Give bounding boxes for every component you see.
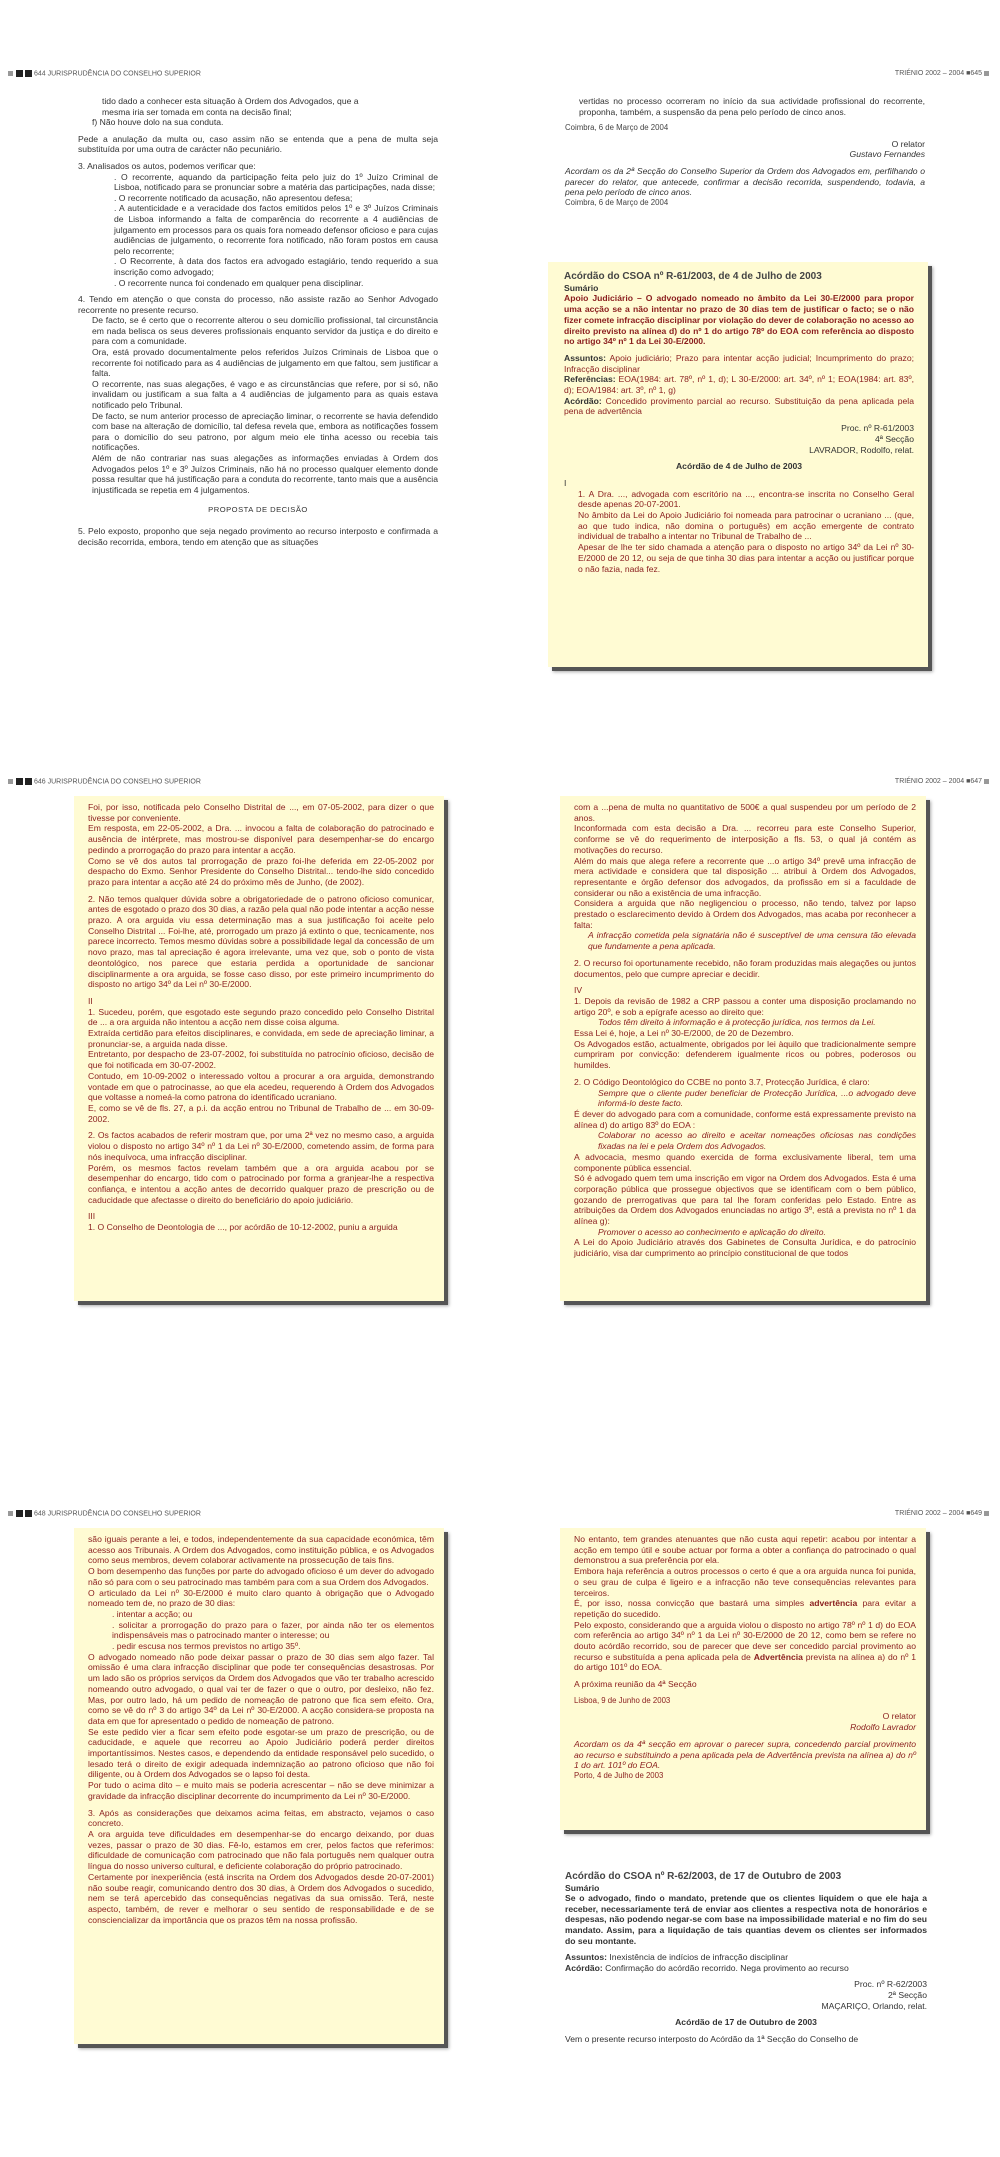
gray-square-icon — [984, 1511, 989, 1516]
sumario-text: Apoio Judiciário – O advogado nomeado no âmbito da Lei 30-E/2000 para propor uma acção se a não intentar no prazo de 30 dias tem de justificar o facto; se o não fizer comete infracção disciplinar por violação do dever de colaboração no acesso ao direito previsto na alínea d) do nº 1 do artigo 78º do EOA com referência ao disposto no artigo 34º nº 1 da Lei 30-E/2000. — [564, 293, 914, 347]
acordao-text: Confirmação do acórdão recorrido. Nega provimento ao recurso — [602, 1962, 849, 1973]
page-header-646 — [0, 778, 1000, 790]
roman-numeral: III — [88, 1211, 96, 1222]
section-heading: PROPOSTA DE DECISÃO — [208, 505, 308, 515]
acordam-paragraph: Acordam os da 2ª Secção do Conselho Superior da Ordem dos Advogados em, perfilhando o parecer do relator, que antecede, confirmar a decisão recorrida, suspendendo, todavia, a pena pelo período de cinco anos. — [565, 165, 925, 198]
referencias-label: Referências: — [564, 374, 616, 385]
acordao-label: Acórdão: — [565, 1962, 603, 1973]
paragraph: A próxima reunião da 4ª Secção — [574, 1679, 697, 1690]
case-title: Acórdão do CSOA nº R-62/2003, de 17 de Outubro de 2003 — [565, 1871, 842, 1882]
paragraph: com a ...pena de multa no quantitativo de 500€ a qual suspendeu por um período de 2 anos. — [574, 802, 916, 823]
black-square-icon — [16, 70, 23, 77]
acordao-heading: Acórdão de 17 de Outubro de 2003 — [675, 2017, 817, 2028]
paragraph: No entanto, tem grandes atenuantes que não custa aqui repetir: acabou por intentar a acção em tempo útil e soube actuar por forma a obter a confiança do patrocinado o qual demonstrou a sua preferência por ela. — [574, 1534, 916, 1566]
black-square-icon — [25, 70, 32, 77]
relator: LAVRADOR, Rodolfo, relat. — [809, 444, 914, 455]
relator: MAÇARIÇO, Orlando, relat. — [821, 2000, 927, 2011]
black-square-icon — [25, 1510, 32, 1517]
header-left-text: 644 JURISPRUDÊNCIA DO CONSELHO SUPERIOR — [34, 70, 201, 78]
paragraph: Entretanto, por despacho de 23-07-2002, foi substituída no patrocínio oficioso, decisão de que foi notificada em 30-07-2002. — [88, 1049, 434, 1071]
quote: A infracção cometida pela signatária não é susceptível de uma censura tão elevada que fundamente a pena aplicada. — [588, 930, 916, 952]
paragraph: Foi, por isso, notificada pelo Conselho Distrital de ..., em 07-05-2002, para dizer o que tivesse por conveniente. — [88, 802, 434, 823]
text-line: tido dado a conhecer esta situação à Ordem dos Advogados, que a — [102, 96, 359, 106]
page2-left-box — [74, 796, 444, 1301]
assuntos-text: Apoio judiciário; Prazo para intentar acção judicial; Incumprimento do prazo; Infracção disciplinar — [564, 352, 914, 374]
gray-square-icon — [984, 71, 989, 76]
paragraph: Além do mais que alega refere a recorrente que ...o artigo 34º prevê uma infracção de mera actividade e considera que tal disposição ... atribui à Ordem dos Advogados, representante e órgão defensor dos advogados, da profissão em si a faculdade de considerar ou não a existência de uma infracção. — [574, 855, 916, 898]
text-line: mesma iria ser tomada em conta na decisão final; — [102, 106, 292, 117]
paragraph: De facto, se é certo que o recorrente alterou o seu domicílio profissional, tal circunstância em nada belisca os seus deveres profissionais enquanto servidor da justiça e do direito e para com a comunidade. — [92, 315, 438, 347]
header-left-text: 646 JURISPRUDÊNCIA DO CONSELHO SUPERIOR — [34, 778, 201, 786]
paragraph: O recorrente, nas suas alegações, é vago e as circunstâncias que refere, por si só, não invalidam ou justificam a sua falta a 4 audiências de julgamento para as quais estava notificado pelo Tribunal. — [92, 378, 438, 411]
paragraph: Além de não contrariar nas suas alegações as informações enviadas à Ordem dos Advogados pelos 1º e 3º Juízos Criminais, não há no processo qualquer elemento donde possa resultar que há justificação para a conduta do recorrente, tanto mais que a ausência injustificada se repetia em 4 julgamentos. — [92, 453, 438, 495]
text-span: Pelo exposto, considerando que a arguida violou o disposto no artigo 78º nº 1 d) do EOA com referência ao artigo 34º nº 1 da Lei nº 30-E/2000 de 20 12, como bem se refere no douto acórdão recorrido, sou de parecer que deve ser concedido parcial provimento ao recurso e substituída a pena aplicada pela de — [574, 1619, 916, 1662]
paragraph: Como se vê dos autos tal prorrogação de prazo foi-lhe deferida em 22-05-2002 por despacho do Exmo. Senhor Presidente do Conselho Distrital... tendo-lhe sido concedido prazo para intentar a acção até 24 do próximo mês de Junho, (de 2002). — [88, 855, 434, 887]
paragraph: Em resposta, em 22-05-2002, a Dra. ... invocou a falta de colaboração do patrocinado e ausência de intérprete, mas mostrou-se disponível para desempenhar-se do encargo pedindo a prorrogação do prazo para intentar a acção. — [88, 823, 434, 855]
black-square-icon — [25, 778, 32, 785]
case-title: Acórdão do CSOA nº R-61/2003, de 4 de Julho de 2003 — [564, 271, 822, 282]
quote: Promover o acesso ao conhecimento e aplicação do direito. — [598, 1226, 826, 1237]
black-square-icon — [16, 1510, 23, 1517]
acordao-text: Concedido provimento parcial ao recurso. Substituição da pena aplicada pela pena de advertência — [564, 395, 914, 417]
date-line: Lisboa, 9 de Junho de 2003 — [574, 1695, 671, 1705]
paragraph: Se este pedido vier a ficar sem efeito pode esgotar-se um prazo de prescrição, ou de caducidade, e aquele que recorreu ao Apoio Judiciário poderá perder direitos importantíssimos. Nestes casos, e dependendo da entidade responsável pelo sucedido, o lesado terá o direito de exigir adequada indemnização ao patrono oficioso que não foi diligente, ou à Ordem dos Advogados se o lapso foi desta. — [88, 1726, 434, 1780]
bullet-item: . O recorrente nunca foi condenado em qualquer pena disciplinar. — [114, 277, 364, 288]
paragraph: Por tudo o acima dito – e muito mais se poderia acrescentar – não se deve minimizar a gravidade da infracção disciplinar decorrente do incumprimento da Lei nº 30-E/2000. — [88, 1780, 434, 1801]
paragraph: O bom desempenho das funções por parte do advogado oficioso é um dever do advogado não só para com o seu patrocinado mas também para com a sua Ordem dos Advogados. — [88, 1566, 434, 1587]
paragraph: Considera a arguida que não negligenciou o processo, não tendo, talvez por lapso prestado o esclarecimento devido à Ordem dos Advogados, mas acaba por reconhecer a falta: — [574, 898, 916, 930]
text-span: prevista na alínea a) do nº 1 do artigo 101º do EOA. — [574, 1651, 916, 1673]
paragraph: 1. Depois da revisão de 1982 a CRP passou a conter uma disposição proclamando no artigo 20º, e sob a epígrafe acesso ao direito que: — [574, 995, 916, 1017]
bullet-item: . O recorrente, aquando da participação feita pelo juiz do 1º Juízo Criminal de Lisboa, notificado para se pronunciar sobre a matéria das participações, nada disse; — [114, 171, 438, 193]
gray-square-icon — [8, 779, 13, 784]
case-box-r61 — [548, 262, 928, 667]
referencias-text: EOA(1984: art. 78º, nº 1, d); L 30-E/2000: art. 34º, nº 1; EOA(1984: art. 83º, d); EOA/1984: art. 3º, nº 1, g) — [564, 374, 914, 396]
paragraph: Inconformada com esta decisão a Dra. ... recorreu para este Conselho Superior, conforme se vê do requerimento de interposição a fls. 53, o qual já contém as motivações do recurso. — [574, 823, 916, 855]
page1-right-column — [565, 96, 925, 207]
paragraph: O articulado da Lei nº 30-E/2000 é muito claro quanto à obrigação que o Advogado nomeado tem de, no prazo de 30 dias: — [88, 1587, 434, 1609]
paragraph: 2. O recurso foi oportunamente recebido, não foram produzidas mais alegações ou juntos documentos, pelo que cumpre apreciar e decidir. — [574, 957, 916, 979]
paragraph: No âmbito da Lei do Apoio Judiciário foi nomeada para patrocinar o ucraniano ... (que, ao que tudo indica, não domina o português) em acção emergente de contrato individual de trabalho a intentar no Tribunal de Trabalho de ... — [578, 510, 914, 542]
paragraph: Essa Lei é, hoje, a Lei nº 30-E/2000, de 20 de Dezembro. — [574, 1028, 794, 1039]
header-right-text: TRIÉNIO 2002 – 2004 ■647 — [894, 778, 983, 785]
bullet-item: . O Recorrente, à data dos factos era advogado estagiário, tendo requerido a sua inscrição como advogado; — [114, 256, 438, 277]
relator-name: Rodolfo Lavrador — [850, 1722, 916, 1733]
relator-name: Gustavo Fernandes — [849, 149, 925, 160]
bullet-item: . A autenticidade e a veracidade dos factos emitidos pelos 1º e 3º Juízos Criminais de Lisboa informando a falta de comparência do recorrente a 4 audiências de julgamento em processos para os quais fora nomeado defensor oficioso e para cujas audiências de julgamento, o recorrente fora notificado, não foram postos em causa pelo recorrente; — [114, 203, 438, 256]
paragraph: Embora haja referência a outros processos o certo é que a ora arguida nunca foi punida, o seu grau de culpa é ligeiro e a infracção não teve consequências relevantes para terceiros. — [574, 1566, 916, 1598]
black-square-icon — [16, 778, 23, 785]
paragraph: De facto, se num anterior processo de apreciação liminar, o recorrente se havia defendido com base na alteração de domicílio, tal defesa revela que, embora as notificações fossem para o domicílio do seu patrono, por algum meio ele tinha acesso ou recebia tais notificações. — [92, 410, 438, 453]
acordao-heading: Acórdão de 4 de Julho de 2003 — [675, 461, 803, 472]
sumario-label: Sumário — [565, 1882, 600, 1893]
paragraph: Ora, está provado documentalmente pelos referidos Juízos Criminais de Lisboa que o recorrente foi notificado para as 4 audiências de julgamento em que faltou, sem justificar a falta. — [92, 347, 438, 379]
seccao: 2ª Secção — [887, 1989, 927, 2000]
bullet-item: . solicitar a prorrogação do prazo para o fazer, por ainda não ter os elementos indispensáveis mas o patrocinado manter o interesse; ou — [112, 1619, 434, 1641]
quote: Colaborar no acesso ao direito e aceitar nomeações oficiosas nas condições fixadas na lei e pela Ordem dos Advogados. — [598, 1130, 916, 1152]
gray-square-icon — [8, 1511, 13, 1516]
paragraph: 1. A Dra. ..., advogada com escritório na ..., encontra-se inscrita no Conselho Geral desde apenas 20-07-2001. — [578, 488, 914, 510]
relator-label: O relator — [891, 138, 925, 149]
roman-numeral: IV — [574, 985, 583, 996]
bullet-item: . intentar a acção; ou — [112, 1608, 193, 1619]
paragraph: Certamente por inexperiência (está inscrita na Ordem dos Advogados desde 20-07-2001) não soube reagir, comunicando dentro dos 30 dias, à Ordem dos Advogados o sucedido, nem se terá apercebido das consequências negativas da sua omissão. Terá, neste aspecto, também, de rever e melhorar o seu sentido de responsabilidade e de se consciencializar da importância que os prazos têm na nossa profissão. — [88, 1871, 434, 1925]
date-line: Coimbra, 6 de Março de 2004 — [565, 123, 669, 133]
relator-label: O relator — [882, 1711, 916, 1722]
assuntos-label: Assuntos: — [564, 352, 607, 363]
paragraph: A Lei do Apoio Judiciário através dos Gabinetes de Consulta Jurídica, e do patrocínio judiciário, visa dar cumprimento ao princípio constitucional de que todos — [574, 1237, 916, 1259]
paragraph: A ora arguida teve dificuldades em desempenhar-se do encargo deixando, por duas vezes, passar o prazo de 30 dias. Fê-lo, estamos em crer, pelos factos que referimos: dificuldade de comunicação com patrocinado que não fala português nem qualquer outra língua do nosso universo cultural, e deficiente colaboração do próprio patrocinado. — [88, 1828, 434, 1872]
date-line: Porto, 4 de Julho de 2003 — [574, 1770, 664, 1780]
paragraph: Vem o presente recurso interposto do Acórdão da 1ª Secção do Conselho de — [565, 2033, 859, 2044]
date-line: Coimbra, 6 de Março de 2004 — [565, 197, 669, 207]
quote: Sempre que o cliente puder beneficiar de Protecção Jurídica, ...o advogado deve informá-lo deste facto. — [598, 1087, 916, 1109]
text-line: f) Não houve dolo na sua conduta. — [92, 117, 224, 128]
proc-number: Proc. nº R-62/2003 — [854, 1979, 927, 1990]
acordam-paragraph: Acordam os da 4ª secção em aprovar o parecer supra, concedendo parcial provimento ao recurso e substituindo a pena aplicada pela de Advertência prevista na alínea a) do nº 1 do art. 101º do EOA. — [574, 1738, 916, 1771]
acordao-label: Acórdão: — [564, 395, 602, 406]
sumario-text: Se o advogado, findo o mandato, pretende que os clientes liquidem o que ele haja a receber, necessariamente terá de enviar aos clientes a respectiva nota de honorários e despesas, não podendo negar-se com base na impossibilidade material e no fim do seu mandato. Assim, para a liquidação de tais quantias devem os clientes ser informados do seu montante. — [565, 1893, 927, 1946]
bullet-item: . pedir escusa nos termos previstos no artigo 35º. — [112, 1641, 301, 1652]
paragraph: Os Advogados estão, actualmente, obrigados por lei àquilo que tradicionalmente sempre cumpriram por convicção: defenderem igualmente ricos ou pobres, poderosos ou humildes. — [574, 1038, 916, 1071]
roman-numeral: I — [564, 477, 567, 488]
seccao: 4ª Secção — [874, 433, 914, 444]
page3-right-box — [560, 1528, 926, 1830]
paragraph: 1. Sucedeu, porém, que esgotado este segundo prazo concedido pelo Conselho Distrital de ... a ora arguida não intentou a acção nem disse coisa alguma. — [88, 1006, 434, 1028]
roman-numeral: II — [88, 995, 93, 1006]
bullet-item: . O recorrente notificado da acusação, não apresentou defesa; — [114, 192, 353, 203]
paragraph: 4. Tendo em atenção o que consta do processo, não assiste razão ao Senhor Advogado recorrente no presente recurso. — [78, 294, 438, 315]
paragraph: 2. O Código Deontológico do CCBE no ponto 3.7, Protecção Jurídica, é claro: — [574, 1076, 870, 1087]
proc-number: Proc. nº R-61/2003 — [841, 423, 914, 434]
paragraph: 3. Analisados os autos, podemos verificar que: — [78, 160, 256, 171]
page-header-644 — [0, 70, 1000, 82]
paragraph: Só é advogado quem tem uma inscrição em vigor na Ordem dos Advogados. Esta é uma corporação pública que prossegue objectivos que se identificam com o bem público, gozando de prerrogativas que para tal lhe foram conferidas pelo Estado. Entre as atribuições da Ordem dos Advogados enunciadas no artigo 3º, está a prevista no nº 1 da alínea g): — [574, 1173, 916, 1227]
page1-left-column — [78, 96, 438, 547]
paragraph: Pede a anulação da multa ou, caso assim não se entenda que a pena de multa seja substituída por uma outra de carácter não pecuniário. — [78, 133, 438, 155]
paragraph: É dever do advogado para com a comunidade, conforme está expressamente previsto na alínea d) do artigo 83º do EOA : — [574, 1108, 916, 1130]
paragraph: Extraída certidão para efeitos disciplinares, e convidada, em sede de apreciação liminar, a pronunciar-se, a arguida nada disse. — [88, 1028, 434, 1049]
paragraph: Porém, os mesmos factos revelam também que a ora arguida acabou por se desempenhar do encargo, tido com o patrocinado por forma a granjear-lhe a respectiva confiança, e intentou a acção antes de decorrido qualquer prazo de prescrição ou de caducidade que afectasse o direito do beneficiário do apoio judiciário. — [88, 1162, 434, 1205]
text-span: advertência — [809, 1598, 858, 1609]
paragraph: O advogado nomeado não pode deixar passar o prazo de 30 dias sem algo fazer. Tal omissão é uma clara infracção disciplinar que pode ter consequências desastrosas. Por um lado são os próprios serviços da Ordem dos Advogados que vão ter trabalho acrescido nomeando outro advogado, o qual vai ter de fazer o que o outro, por desleixo, não fez. Mas, por outro lado, há um pedido de nomeação de patrono que fica sem efeito. Ora, como se vê do nº 3 do artigo 34º da Lei nº 30-E/2000. A acção considera-se proposta na data em que for apresentado o pedido de nomeação de patrono. — [88, 1651, 434, 1726]
header-right-text: TRIÉNIO 2002 – 2004 ■645 — [894, 70, 983, 77]
paragraph: E, como se vê de fls. 27, a p.i. da acção entrou no Tribunal de Trabalho de ... em 30-09-2002. — [88, 1102, 434, 1124]
paragraph: são iguais perante a lei, e todos, independentemente da sua capacidade económica, têm acesso aos Tribunais. A Ordem dos Advogados, como instituição pública, e os Advogados como seus membros, devem colaborar activamente na prossecução de tais fins. — [88, 1534, 434, 1566]
gray-square-icon — [984, 779, 989, 784]
paragraph: vertidas no processo ocorreram no início da sua actividade profissional do recorrente, proponha, também, a suspensão da pena pelo período de cinco anos. — [579, 96, 925, 117]
text-span: para evitar a repetição do sucedido. — [574, 1598, 916, 1619]
paragraph: A advocacia, mesmo quando exercida de forma exclusivamente liberal, tem uma componente pública essencial. — [574, 1151, 916, 1173]
header-left-text: 648 JURISPRUDÊNCIA DO CONSELHO SUPERIOR — [34, 1510, 201, 1518]
paragraph: 1. O Conselho de Deontologia de ..., por acórdão de 10-12-2002, puniu a arguida — [88, 1222, 398, 1233]
assuntos-text: Inexistência de indícios de infracção disciplinar — [607, 1952, 789, 1963]
paragraph: 3. Após as considerações que deixamos acima feitas, em abstracto, vejamos o caso concreto. — [88, 1807, 434, 1829]
text-span: É, por isso, nossa convicção que bastará uma simples — [574, 1598, 810, 1609]
page3-left-box — [74, 1528, 444, 2044]
page2-right-box — [560, 796, 926, 1301]
assuntos-label: Assuntos: — [565, 1952, 608, 1963]
gray-square-icon — [8, 71, 13, 76]
case-r62-section — [565, 1872, 927, 2044]
paragraph: Apesar de lhe ter sido chamada a atenção para o disposto no artigo 34º da Lei nº 30-E/2000 de 20 12, ou seja de que tinha 30 dias para intentar a acção ou justificar porque o não fazia, nada fez. — [578, 542, 914, 574]
text-span: Advertência — [753, 1651, 803, 1662]
paragraph: Contudo, em 10-09-2002 o interessado voltou a procurar a ora arguida, demonstrando vontade em que o patrocinasse, ao que ela acedeu, requerendo à Ordem dos Advogados que voltasse a nomeá-la como patrona do identificado ucraniano. — [88, 1070, 434, 1103]
paragraph: 2. Não temos qualquer dúvida sobre a obrigatoriedade de o patrono oficioso comunicar, antes de esgotado o prazo dos 30 dias, a razão pela qual não pode intentar a acção nesse prazo. A ora arguida viu essa determinação mas a sua justificação foi aceite pelo Conselho Distrital ... Foi-lhe, até, prorrogado um prazo já extinto o que, tecnicamente, nos parece incorrecto. Temos mesmo dúvidas sobre a possibilidade legal da concessão de um novo prazo, mas tal apreciação é agora irrelevante, uma vez que, sob o ponto de vista deontológico, nos parece que estaria perdida a oportunidade de sancionar disciplinarmente a ora arguida, se fosse caso disso, por este primeiro incumprimento do disposto no artigo 34º da Lei nº 30-E/2000. — [88, 893, 434, 990]
paragraph: 2. Os factos acabados de referir mostram que, por uma 2ª vez no mesmo caso, a arguida violou o disposto no artigo 34º nº 1 da Lei nº 30-E/2000, cometendo assim, de forma para nós inequívoca, uma infracção disciplinar. — [88, 1130, 434, 1162]
paragraph: 5. Pelo exposto, proponho que seja negado provimento ao recurso interposto e confirmada a decisão recorrida, embora, tendo em atenção que as situações — [78, 525, 438, 547]
page-header-648 — [0, 1510, 1000, 1522]
sumario-label: Sumário — [564, 282, 599, 293]
quote: Todos têm direito à informação e à protecção jurídica, nos termos da Lei. — [598, 1017, 876, 1028]
header-right-text: TRIÉNIO 2002 – 2004 ■649 — [894, 1510, 983, 1517]
